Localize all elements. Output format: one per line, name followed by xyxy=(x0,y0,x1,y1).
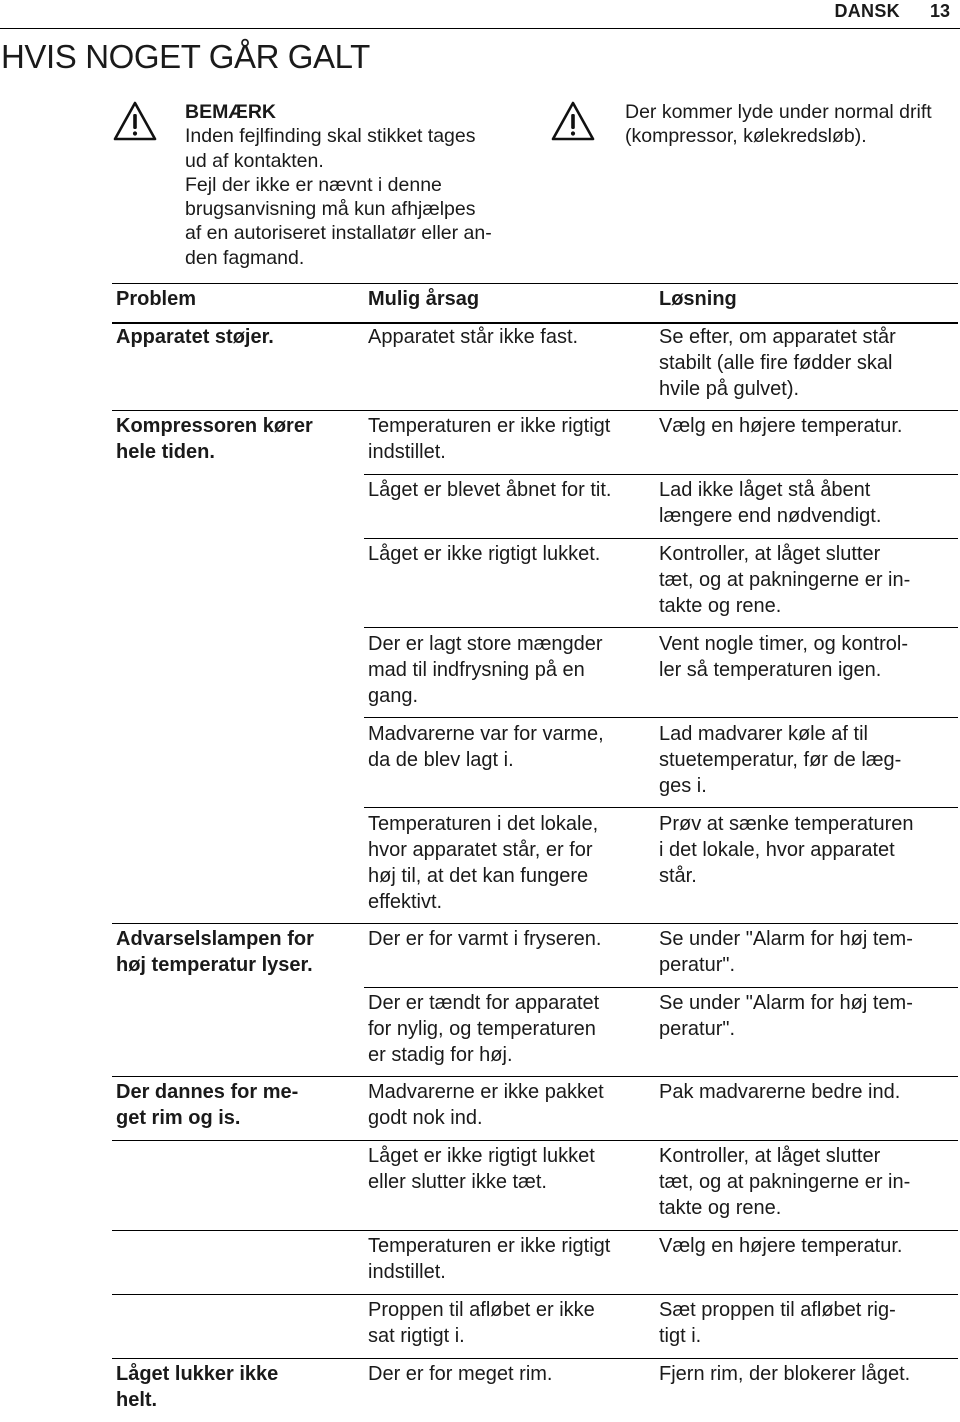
cause-cell: Låget er ikke rigtigt lukket. xyxy=(368,543,601,565)
note-right xyxy=(625,100,932,149)
cause-cell: Der er for meget rim. xyxy=(368,1363,553,1385)
solution-cell: Pak madvarerne bedre ind. xyxy=(659,1081,901,1103)
table-top-rule xyxy=(112,283,958,284)
cause-cell: Låget er ikke rigtigt lukket eller slutter ikke tæt. xyxy=(368,1145,595,1193)
solution-cell: Vælg en højere temperatur. xyxy=(659,1235,903,1257)
note-left xyxy=(185,100,492,270)
page-header xyxy=(834,0,960,22)
cause-cell: Temperaturen i det lokale, hvor apparatet står, er for høj til, at det kan fungere effektivt. xyxy=(368,813,599,913)
solution-cell: Sæt proppen til afløbet rig- tigt i. xyxy=(659,1299,896,1347)
problem-warning-lamp: Advarselslampen for høj temperatur lyser. xyxy=(116,928,314,976)
cause-cell: Låget er blevet åbnet for tit. xyxy=(368,479,612,501)
solution-cell: Prøv at sænke temperaturen i det lokale, hvor apparatet står. xyxy=(659,813,914,887)
cause-cell: Madvarerne er ikke pakket godt nok ind. xyxy=(368,1081,604,1129)
row-divider xyxy=(112,410,958,411)
row-divider xyxy=(364,474,958,475)
solution-cell: Se efter, om apparatet står stabilt (alle fire fødder skal hvile på gulvet). xyxy=(659,326,896,400)
row-divider xyxy=(112,1358,958,1359)
solution-cell: Fjern rim, der blokerer låget. xyxy=(659,1363,911,1385)
header-problem: Problem xyxy=(116,288,197,310)
cause-cell: Madvarerne var for varme, da de blev lagt i. xyxy=(368,723,604,771)
cause-cell: Der er for varmt i fryseren. xyxy=(368,928,602,950)
cause-cell: Der er lagt store mængder mad til indfrysning på en gang. xyxy=(368,633,603,707)
solution-cell: Se under "Alarm for høj tem- peratur". xyxy=(659,928,913,976)
problem-lid: Låget lukker ikke helt. xyxy=(116,1363,279,1411)
solution-cell: Vælg en højere temperatur. xyxy=(659,415,903,437)
warning-triangle-icon xyxy=(550,100,596,142)
solution-cell: Lad madvarer køle af til stuetemperatur, før de læg- ges i. xyxy=(659,723,902,797)
warning-triangle-icon xyxy=(112,100,158,142)
problem-noise: Apparatet støjer. xyxy=(116,326,274,348)
row-divider xyxy=(364,538,958,539)
row-divider xyxy=(112,923,958,924)
header-solution: Løsning xyxy=(659,288,737,310)
row-divider xyxy=(112,1076,958,1077)
row-divider xyxy=(364,627,958,628)
problem-compressor: Kompressoren kører hele tiden. xyxy=(116,415,313,463)
row-divider xyxy=(112,1230,958,1231)
note-left-body: Inden fejlfinding skal stikket tages ud af kontakten. Fejl der ikke er nævnt i denne brugsanvisning må kun afhjælpes af en autoriseret installatør eller an- den fagmand. xyxy=(185,125,492,269)
cause-cell: Temperaturen er ikke rigtigt indstillet. xyxy=(368,415,611,463)
language-label: DANSK xyxy=(834,0,900,21)
row-divider xyxy=(364,807,958,808)
cause-cell: Der er tændt for apparatet for nylig, og temperaturen er stadig for høj. xyxy=(368,992,600,1066)
header-rule xyxy=(0,28,960,29)
solution-cell: Vent nogle timer, og kontrol- ler så temperaturen igen. xyxy=(659,633,909,681)
problem-frost: Der dannes for me- get rim og is. xyxy=(116,1081,299,1129)
page-number: 13 xyxy=(929,0,950,21)
row-divider xyxy=(364,717,958,718)
row-divider xyxy=(364,987,958,988)
solution-cell: Se under "Alarm for høj tem- peratur". xyxy=(659,992,913,1040)
solution-cell: Lad ikke låget stå åbent længere end nødvendigt. xyxy=(659,479,882,527)
row-divider xyxy=(112,1140,958,1141)
cause-cell: Apparatet står ikke fast. xyxy=(368,326,579,348)
row-divider xyxy=(112,1294,958,1295)
solution-cell: Kontroller, at låget slutter tæt, og at pakningerne er in- takte og rene. xyxy=(659,543,911,617)
cause-cell: Proppen til afløbet er ikke sat rigtigt i. xyxy=(368,1299,595,1347)
note-right-body: Der kommer lyde under normal drift (kompressor, kølekredsløb). xyxy=(625,101,932,148)
note-title: BEMÆRK xyxy=(185,101,276,123)
page-title: HVIS NOGET GÅR GALT xyxy=(1,38,370,75)
header-cause: Mulig årsag xyxy=(368,288,480,310)
cause-cell: Temperaturen er ikke rigtigt indstillet. xyxy=(368,1235,611,1283)
solution-cell: Kontroller, at låget slutter tæt, og at pakningerne er in- takte og rene. xyxy=(659,1145,911,1219)
